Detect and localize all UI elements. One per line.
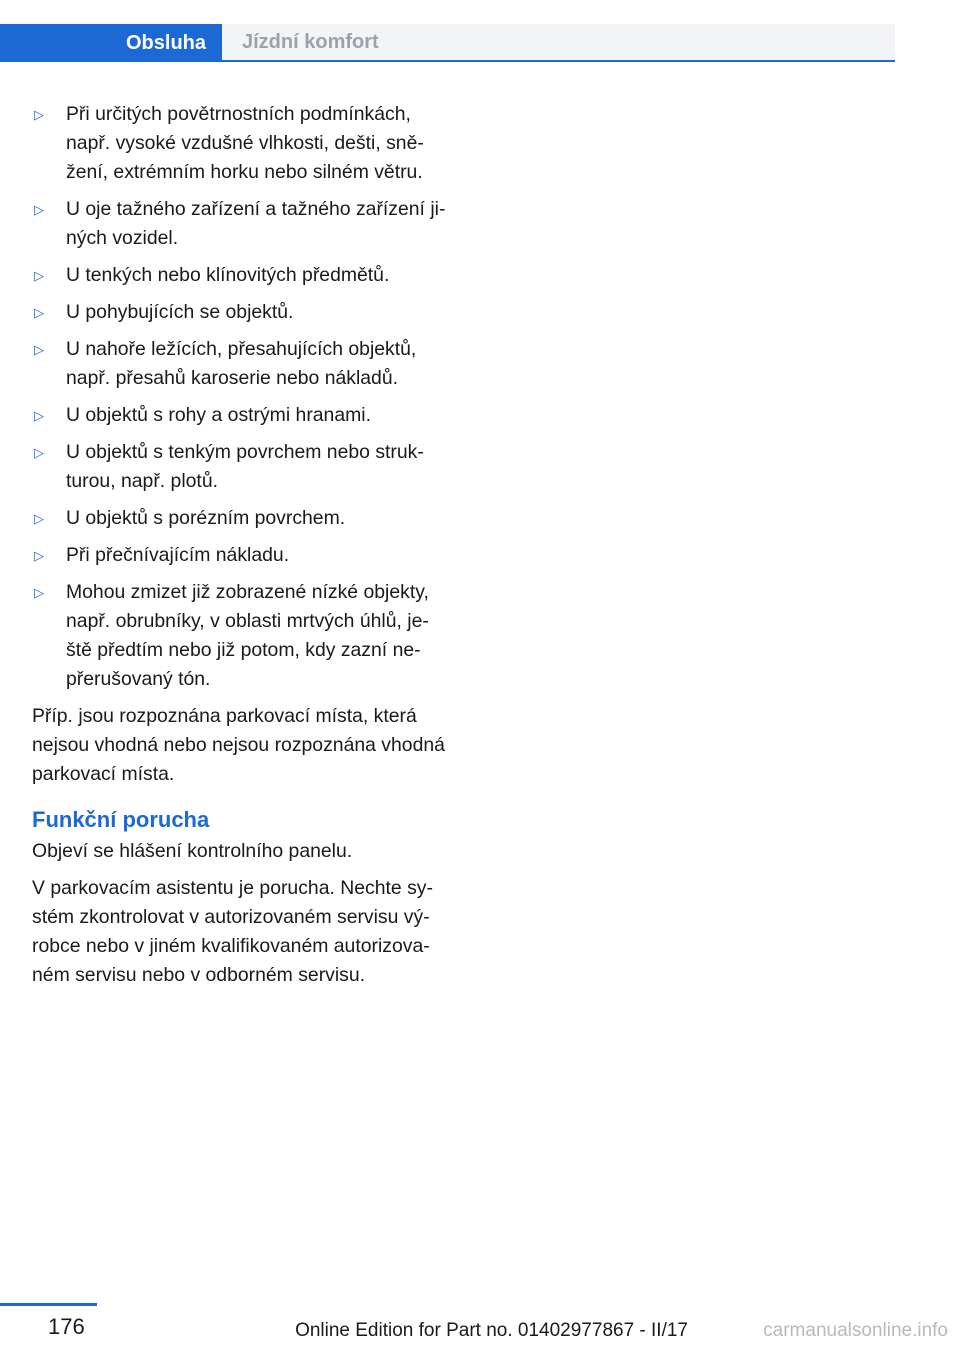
list-item	[32, 298, 452, 327]
list-item-text: U oje tažného zařízení a tažného zařízení ji‐ných vozidel.	[66, 198, 446, 249]
triangle-bullet-icon: ▷	[34, 445, 44, 460]
tab-obsluha[interactable]: Obsluha	[0, 24, 222, 62]
triangle-bullet-icon: ▷	[34, 268, 44, 283]
footer-divider	[0, 1303, 97, 1306]
limitations-list	[32, 100, 452, 694]
triangle-bullet-icon: ▷	[34, 305, 44, 320]
list-item-text: U nahoře ležících, přesahujících objektů, např. přesahů karoserie nebo nákladů.	[66, 338, 417, 389]
list-item-text: Při přečnívajícím nákladu.	[66, 544, 290, 566]
triangle-bullet-icon: ▷	[34, 342, 44, 357]
section-heading: Funkční porucha	[32, 807, 210, 832]
list-item	[32, 261, 452, 290]
triangle-bullet-icon: ▷	[34, 511, 44, 526]
list-item-text: U objektů s tenkým povrchem nebo struk‐turou, např. plotů.	[66, 441, 424, 492]
page-content	[32, 100, 452, 998]
list-item	[32, 438, 452, 496]
parking-spaces-note: Příp. jsou rozpoznána parkovací místa, která nejsou vhodná nebo nejsou rozpoznána vhodná parkovací místa.	[32, 705, 445, 785]
chapter-header	[0, 24, 895, 62]
edition-label: Online Edition for Part no. 01402977867 - II/17	[295, 1320, 688, 1341]
section-paragraph: V parkovacím asistentu je porucha. Nechte sy‐stém zkontrolovat v autorizovaném servisu vý‐robce nebo v jiném kvalifikovaném autorizova‐ném servisu nebo v odborném servisu.	[32, 877, 433, 986]
list-item	[32, 195, 452, 253]
list-item	[32, 335, 452, 393]
header-divider	[0, 60, 895, 62]
list-item	[32, 100, 452, 187]
list-item-text: U pohybujících se objektů.	[66, 301, 294, 323]
triangle-bullet-icon: ▷	[34, 107, 44, 122]
list-item	[32, 578, 452, 694]
triangle-bullet-icon: ▷	[34, 408, 44, 423]
list-item-text: U tenkých nebo klínovitých předmětů.	[66, 264, 390, 286]
list-item	[32, 401, 452, 430]
list-item-text: Mohou zmizet již zobrazené nízké objekty, např. obrubníky, v oblasti mrtvých úhlů, je‐ště předtím nebo již potom, kdy zazní ne‐přerušovaný tón.	[66, 581, 429, 690]
tab-jizdni-komfort[interactable]: Jízdní komfort	[222, 24, 895, 60]
triangle-bullet-icon: ▷	[34, 585, 44, 600]
triangle-bullet-icon: ▷	[34, 548, 44, 563]
list-item-text: U objektů s porézním povrchem.	[66, 507, 346, 529]
list-item-text: U objektů s rohy a ostrými hranami.	[66, 404, 371, 426]
triangle-bullet-icon: ▷	[34, 202, 44, 217]
list-item	[32, 541, 452, 570]
page-number: 176	[48, 1314, 85, 1339]
list-item-text: Při určitých povětrnostních podmínkách, např. vysoké vzdušné vlhkosti, dešti, sně‐žení, extrémním horku nebo silném větru.	[66, 103, 424, 183]
watermark: carmanualsonline.info	[763, 1320, 948, 1341]
list-item	[32, 504, 452, 533]
section-paragraph: Objeví se hlášení kontrolního panelu.	[32, 840, 353, 862]
